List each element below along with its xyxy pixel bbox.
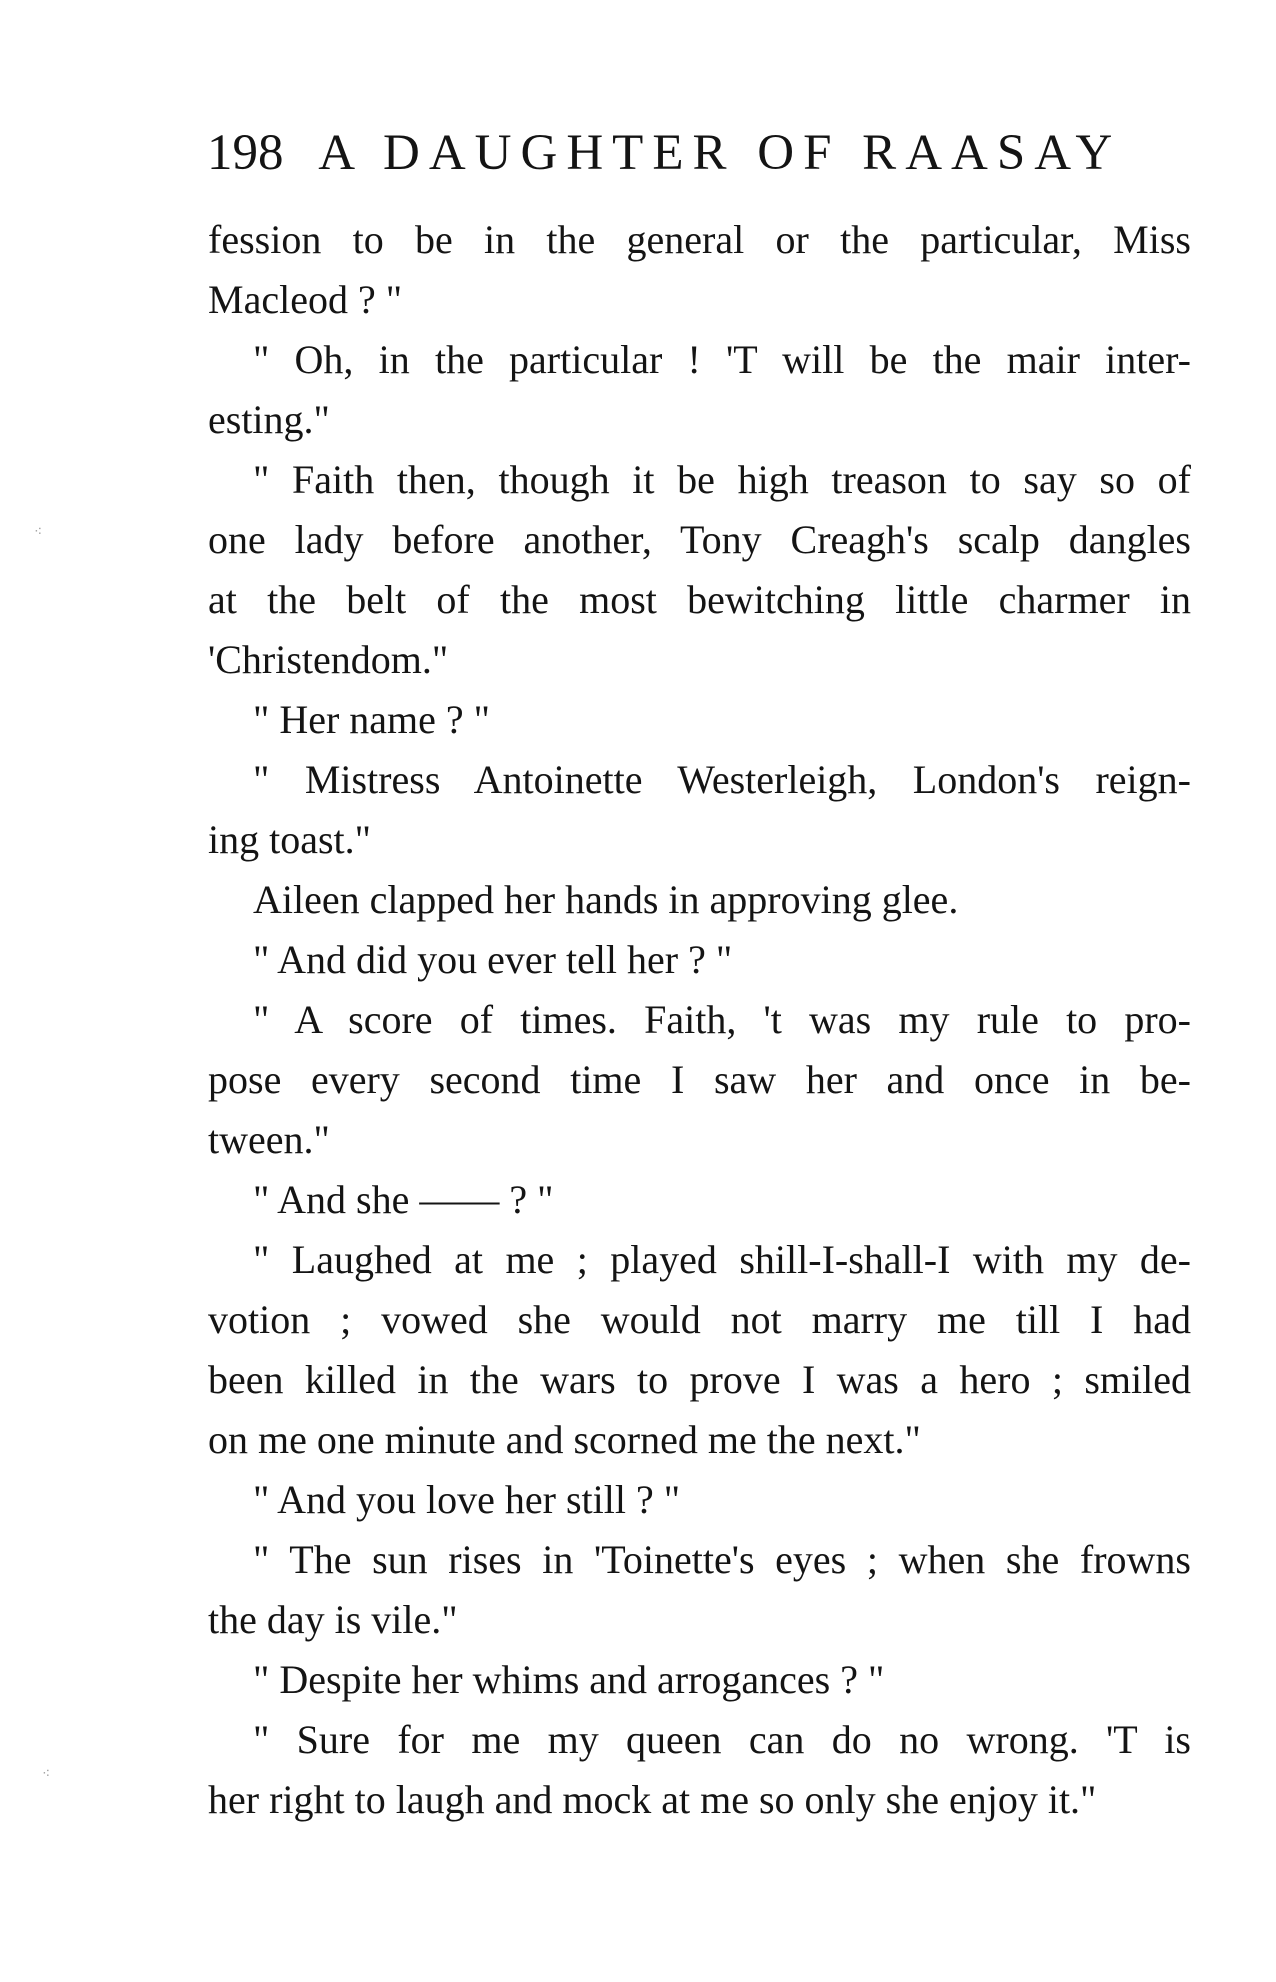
text-line: at the belt of the most bewitching little charmer in: [208, 577, 1191, 622]
text-line: " And she —— ? ": [253, 1177, 554, 1222]
text-line: tween.": [208, 1117, 330, 1162]
text-line: " A score of times. Faith, 't was my rule to pro-: [253, 997, 1191, 1042]
text-line: " Her name ? ": [253, 697, 490, 742]
text-line: " The sun rises in 'Toinette's eyes ; when she frowns: [253, 1537, 1191, 1582]
text-line: Aileen clapped her hands in approving glee.: [253, 877, 959, 922]
text-line: " Sure for me my queen can do no wrong. 'T is: [253, 1717, 1191, 1762]
text-line: Macleod ? ": [208, 277, 403, 322]
text-line: ing toast.": [208, 817, 371, 862]
text-line: the day is vile.": [208, 1597, 458, 1642]
text-line: " And did you ever tell her ? ": [253, 937, 733, 982]
text-line: " Mistress Antoinette Westerleigh, London's reign-: [253, 757, 1191, 802]
text-line: 'Christendom.": [208, 637, 449, 682]
margin-speck: ⁖: [34, 525, 43, 540]
text-line: " Faith then, though it be high treason to say so of: [253, 457, 1191, 502]
text-line: " Oh, in the particular ! 'T will be the mair inter-: [253, 337, 1191, 382]
text-line: been killed in the wars to prove I was a hero ; smiled: [208, 1357, 1191, 1402]
text-line: one lady before another, Tony Creagh's scalp dangles: [208, 517, 1191, 562]
text-line: " Laughed at me ; played shill-I-shall-I with my de-: [253, 1237, 1191, 1282]
page-header: [207, 118, 1177, 188]
text-line: her right to laugh and mock at me so only she enjoy it.": [208, 1777, 1097, 1822]
text-line: fession to be in the general or the particular, Miss: [208, 217, 1191, 262]
running-title: A DAUGHTER OF RAASAY: [318, 125, 1122, 181]
body-text: [208, 210, 1191, 1830]
text-line: on me one minute and scorned me the next.": [208, 1417, 921, 1462]
text-line: pose every second time I saw her and once in be-: [208, 1057, 1191, 1102]
text-line: " Despite her whims and arrogances ? ": [253, 1657, 885, 1702]
text-line: esting.": [208, 397, 330, 442]
margin-speck: ⁖: [42, 1767, 51, 1782]
page-number: 198: [207, 125, 284, 181]
text-line: " And you love her still ? ": [253, 1477, 681, 1522]
text-line: votion ; vowed she would not marry me till I had: [208, 1297, 1191, 1342]
